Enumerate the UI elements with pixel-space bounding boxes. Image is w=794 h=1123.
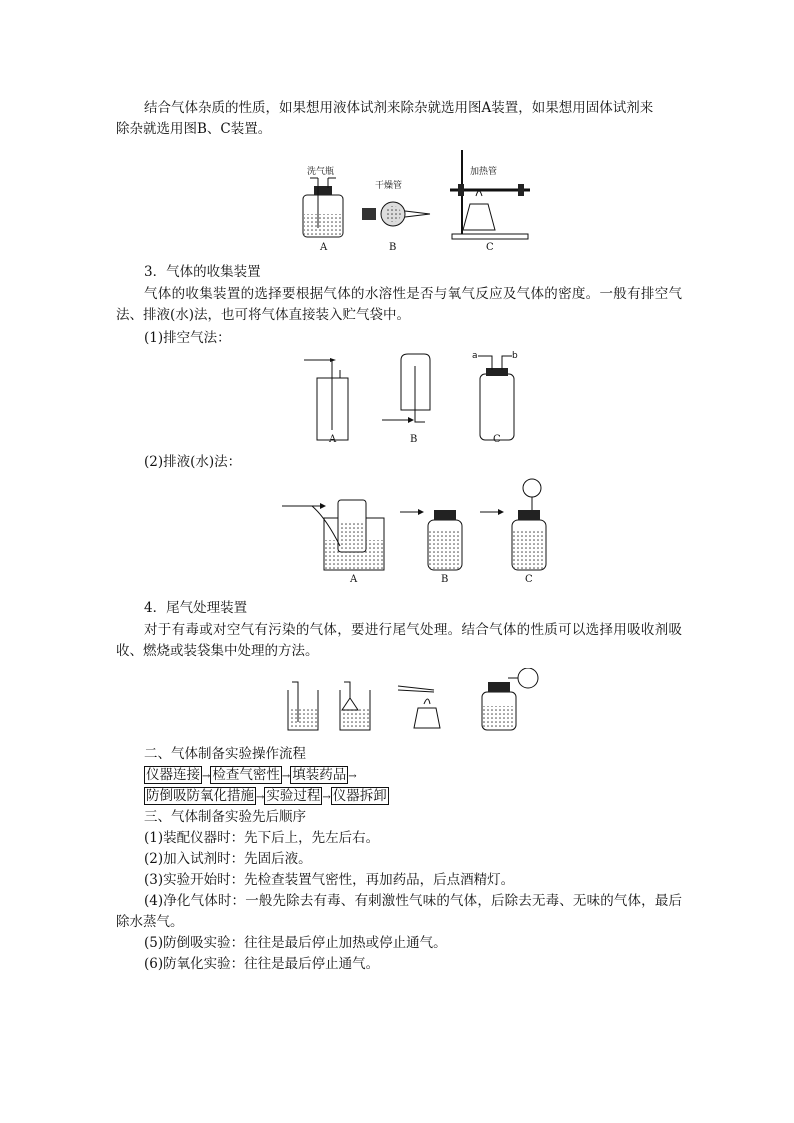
flow-arrow-4: → [256, 792, 265, 803]
fig2-caption-c: C [493, 434, 501, 445]
burning-lamp [398, 686, 440, 728]
heating-tube-c [450, 150, 530, 253]
fig2-caption-b: B [410, 434, 418, 445]
absorb-beaker-1 [288, 682, 318, 730]
flow-line-2 [144, 786, 389, 808]
fig1-label-wash-bottle: 洗气瓶 [307, 167, 335, 177]
section-3-paragraph: 气体的收集装置的选择要根据气体的水溶性是否与氧气反应及气体的密度。一般有排空气法、排液(水)法，也可将气体直接装入贮气袋中。 [116, 286, 682, 323]
flow-step-6: 仪器拆卸 [332, 788, 387, 804]
order-item-5: (5)防倒吸实验：往往是最后停止加热或停止通气。 [144, 935, 447, 951]
order-item-4: (4)净化气体时：一般先除去有毒、有刺激性气味的气体，后除去无毒、无味的气体，最后除水蒸气。 [116, 893, 682, 930]
fig1-caption-a: A [320, 242, 328, 253]
section-4-title: 4．尾气处理装置 [144, 600, 248, 616]
flow-step-5: 实验过程 [266, 788, 321, 804]
fig3-caption-b: B [441, 574, 449, 585]
gas-bottle-b [400, 509, 462, 585]
water-trough-a [282, 500, 384, 585]
order-item-2: (2)加入试剂时：先固后液。 [144, 851, 312, 867]
flow-line-1 [144, 765, 357, 787]
flow-arrow-2: → [281, 771, 291, 782]
flow-step-1: 仪器连接 [146, 767, 200, 783]
flow-step-2: 检查气密性 [212, 767, 280, 783]
intro-line-2: 除杂就选用图B、C装置。 [116, 121, 272, 137]
flow-arrow-3: → [348, 771, 357, 782]
flow-step-3: 填装药品 [292, 767, 347, 783]
liquid-method-label: (2)排液(水)法： [144, 454, 242, 470]
order-item-6: (6)防氧化实验：往往是最后停止通气。 [144, 956, 380, 972]
drying-tube-b [362, 179, 430, 253]
part-2-title: 二、气体制备实验操作流程 [144, 746, 306, 762]
fig2-port-a: a [472, 351, 478, 361]
upward-air-a [304, 358, 348, 445]
fig1-caption-c: C [486, 242, 494, 253]
wash-bottle-a [303, 165, 343, 253]
fig3-caption-c: C [525, 574, 533, 585]
multi-purpose-bottle-c [472, 351, 518, 445]
fig2-port-b: b [512, 351, 518, 361]
bag-bottle [482, 668, 538, 730]
intro-paragraph [116, 98, 684, 140]
absorb-beaker-funnel [340, 682, 370, 730]
order-item-3: (3)实验开始时：先检查装置气密性，再加药品，后点酒精灯。 [144, 872, 515, 888]
flow-arrow-5: → [322, 792, 331, 803]
part-3-title: 三、气体制备实验先后顺序 [144, 809, 306, 825]
fig2-caption-a: A [329, 434, 337, 445]
order-item-1: (1)装配仪器时：先下后上，先左后右。 [144, 830, 380, 846]
downward-air-b [382, 354, 430, 445]
purification-figure [290, 148, 540, 258]
air-displacement-figure [300, 350, 530, 450]
flow-step-4: 防倒吸防氧化措施 [146, 788, 254, 804]
fig1-caption-b: B [389, 242, 397, 253]
balloon-bottle-c [480, 479, 546, 585]
fig3-caption-a: A [350, 574, 358, 585]
tail-gas-figure [282, 668, 542, 738]
air-method-label: (1)排空气法： [144, 330, 231, 346]
flow-arrow-1: → [202, 771, 211, 782]
intro-line-1: 结合气体杂质的性质，如果想用液体试剂来除杂就选用图A装置，如果想用固体试剂来 [144, 100, 654, 116]
fig1-label-heating-tube: 加热管 [470, 167, 498, 177]
section-3-title: 3．气体的收集装置 [144, 264, 261, 280]
water-displacement-figure [280, 478, 560, 590]
fig1-label-drying-tube: 干燥管 [375, 181, 403, 191]
section-4-paragraph: 对于有毒或对空气有污染的气体，要进行尾气处理。结合气体的性质可以选择用吸收剂吸收、燃烧或装袋集中处理的方法。 [116, 622, 682, 659]
